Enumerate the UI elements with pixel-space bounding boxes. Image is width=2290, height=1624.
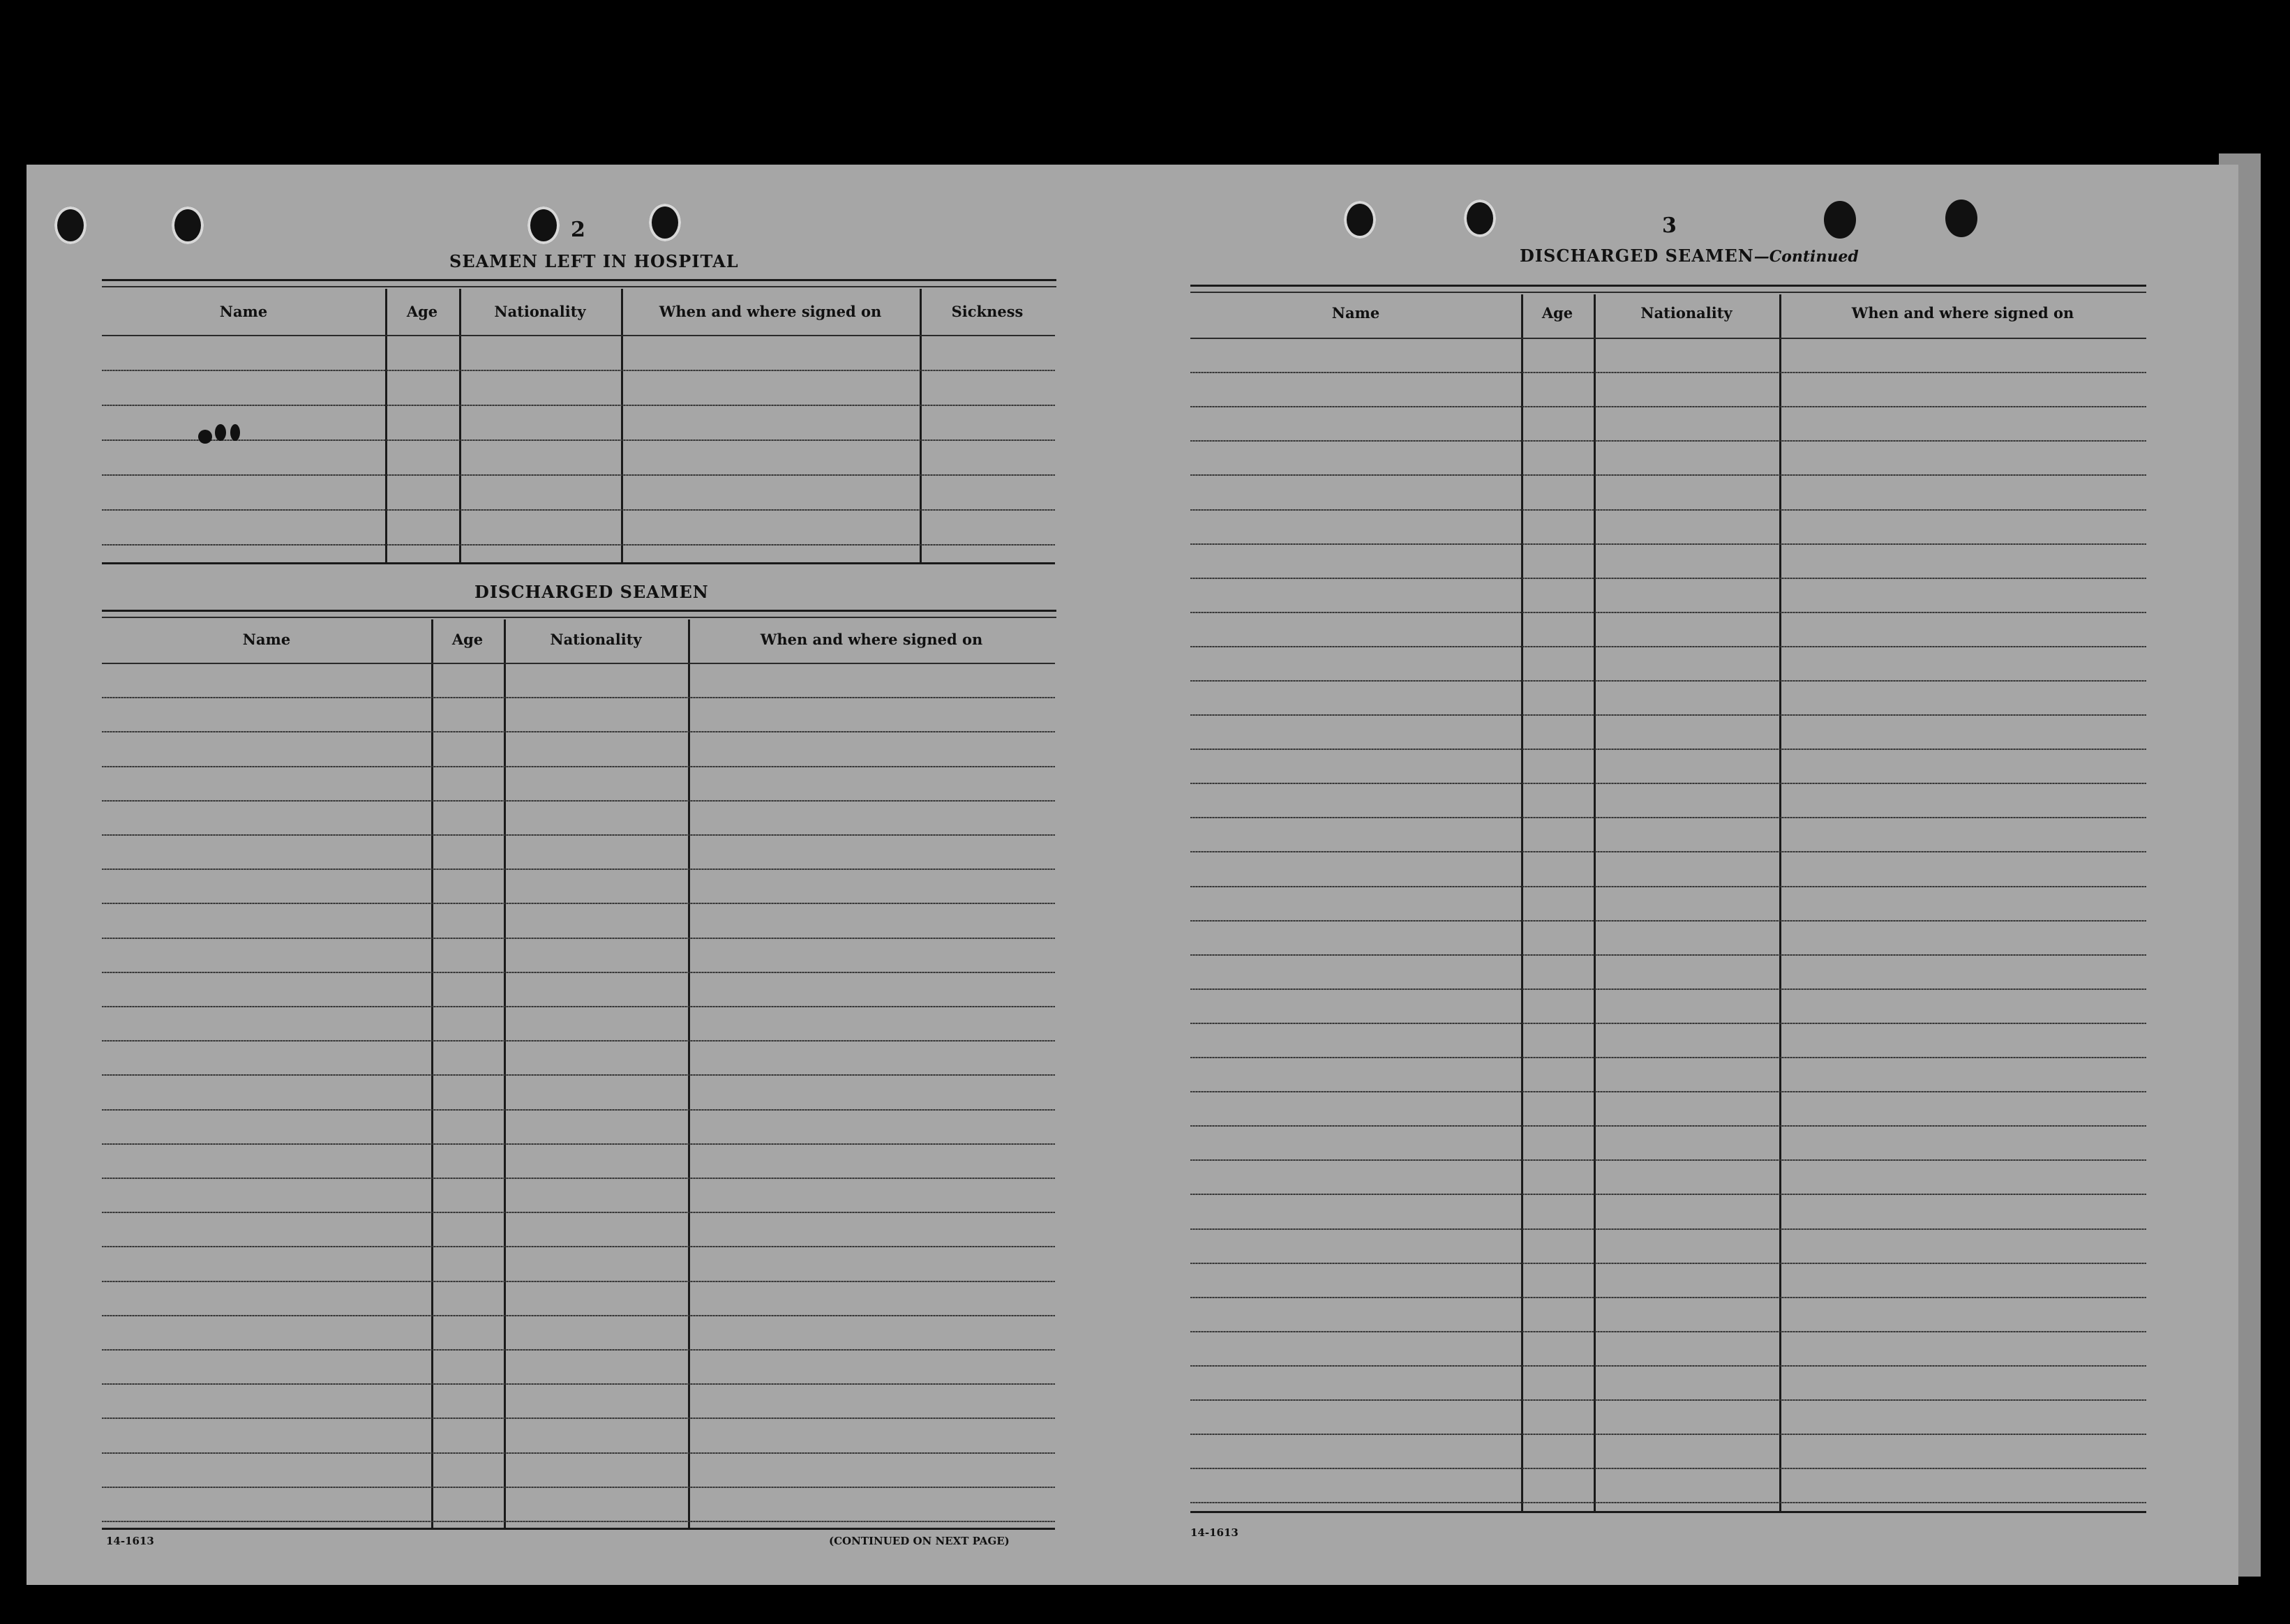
binder-hole — [1344, 201, 1376, 239]
binder-hole — [172, 206, 204, 244]
column-header: Nationality — [550, 631, 642, 648]
column-divider — [1521, 294, 1523, 1511]
record-sheet — [27, 165, 2238, 1585]
ruled-line-solid — [102, 972, 1055, 973]
ruled-line-solid — [102, 1315, 1055, 1316]
ruled-line-solid — [1190, 886, 2146, 887]
ruled-line-solid — [1190, 1023, 2146, 1024]
ruled-line-solid — [1190, 612, 2146, 613]
ruled-line-solid — [102, 1074, 1055, 1076]
ruled-line-solid — [1190, 1263, 2146, 1264]
header-rule — [1190, 338, 2146, 339]
column-header: Name — [219, 303, 268, 320]
ruled-line-solid — [102, 1040, 1055, 1042]
ruled-line-solid — [102, 544, 1055, 546]
ruled-line-solid — [102, 903, 1055, 904]
ruled-line-solid — [102, 1521, 1055, 1522]
ruled-line-solid — [1190, 372, 2146, 373]
ruled-line-solid — [1190, 1434, 2146, 1435]
ruled-line-solid — [1190, 1091, 2146, 1092]
continued-note: (CONTINUED ON NEXT PAGE) — [829, 1535, 1010, 1547]
ruled-line-solid — [102, 1143, 1055, 1145]
ruled-line-solid — [102, 1281, 1055, 1282]
page-number-right: 3 — [1662, 213, 1677, 238]
column-divider — [688, 619, 690, 1528]
ruled-line-solid — [1190, 817, 2146, 818]
ink-blot — [230, 424, 240, 441]
ruled-line-solid — [102, 1487, 1055, 1488]
continued-title-suffix: —Continued — [1753, 248, 1859, 266]
ruled-line-solid — [1190, 406, 2146, 407]
ruled-line-solid — [102, 834, 1055, 836]
column-divider — [920, 289, 922, 562]
column-header: When and where signed on — [659, 303, 882, 320]
ruled-line-solid — [1190, 851, 2146, 852]
discharged-section-title: DISCHARGED SEAMEN — [474, 582, 709, 602]
column-header: Name — [1331, 304, 1380, 322]
header-rule — [102, 663, 1055, 664]
column-divider — [431, 619, 433, 1528]
continued-section-title — [1520, 246, 1859, 266]
binder-hole — [649, 204, 681, 241]
ruled-line-solid — [1190, 1159, 2146, 1161]
ruled-line-solid — [1190, 1502, 2146, 1503]
ruled-line-solid — [102, 1418, 1055, 1419]
ruled-line-solid — [102, 509, 1055, 511]
ruled-line-solid — [1190, 1297, 2146, 1298]
ruled-line-solid — [102, 1452, 1055, 1454]
ruled-line-solid — [102, 938, 1055, 939]
ruled-line-solid — [102, 439, 1055, 441]
column-header: Sickness — [951, 303, 1024, 320]
ruled-line-solid — [1190, 1228, 2146, 1230]
binder-hole — [1464, 200, 1496, 237]
ruled-line-solid — [1190, 954, 2146, 956]
ruled-line-solid — [1190, 920, 2146, 922]
column-header: Age — [451, 631, 484, 648]
column-divider — [385, 289, 387, 562]
ruled-line-solid — [1190, 714, 2146, 716]
column-header: When and where signed on — [760, 631, 983, 648]
ruled-line-solid — [102, 474, 1055, 476]
form-number-left: 14-1613 — [106, 1535, 154, 1547]
table-bottom-rule — [102, 562, 1055, 564]
column-divider — [504, 619, 506, 1528]
continued-title-text: DISCHARGED SEAMEN — [1520, 246, 1754, 266]
ruled-line-solid — [102, 1246, 1055, 1247]
ruled-line-solid — [102, 731, 1055, 732]
column-divider — [621, 289, 623, 562]
ruled-line-solid — [102, 1109, 1055, 1111]
ruled-line-solid — [1190, 749, 2146, 750]
ruled-line-solid — [1190, 474, 2146, 476]
binder-hole — [1824, 201, 1856, 239]
ruled-line-solid — [102, 1178, 1055, 1179]
page-number-left: 2 — [571, 218, 585, 242]
ruled-line-solid — [102, 766, 1055, 767]
column-header: Nationality — [494, 303, 586, 320]
column-divider — [1779, 294, 1781, 1511]
ruled-line-solid — [1190, 1194, 2146, 1195]
ruled-line-solid — [102, 800, 1055, 802]
ruled-line-solid — [102, 405, 1055, 406]
ruled-line-solid — [102, 1006, 1055, 1007]
column-divider — [1594, 294, 1596, 1511]
ruled-line-solid — [1190, 1125, 2146, 1127]
table-bottom-rule — [1190, 1511, 2146, 1513]
binder-hole — [527, 206, 560, 244]
column-header: Nationality — [1640, 304, 1733, 322]
ruled-line-solid — [1190, 509, 2146, 511]
ruled-line-solid — [1190, 440, 2146, 442]
ruled-line-solid — [102, 1383, 1055, 1385]
ruled-line-solid — [1190, 680, 2146, 682]
ruled-line-solid — [1190, 1468, 2146, 1469]
ruled-line-solid — [102, 370, 1055, 371]
ruled-line-solid — [1190, 646, 2146, 647]
ruled-line-solid — [1190, 1365, 2146, 1367]
header-rule — [102, 335, 1055, 336]
ruled-line-solid — [1190, 1057, 2146, 1058]
ruled-line-solid — [102, 869, 1055, 870]
ruled-line-solid — [1190, 543, 2146, 545]
ruled-line-solid — [102, 697, 1055, 698]
hospital-section-title: SEAMEN LEFT IN HOSPITAL — [449, 251, 739, 271]
ruled-line-solid — [102, 1212, 1055, 1213]
ruled-line-solid — [1190, 783, 2146, 784]
ruled-line-solid — [1190, 988, 2146, 990]
binder-hole — [1945, 200, 1977, 237]
ink-blot — [215, 424, 226, 441]
form-number-right: 14-1613 — [1190, 1526, 1238, 1539]
column-header: Name — [242, 631, 291, 648]
ruled-line-solid — [1190, 1399, 2146, 1401]
ruled-line-solid — [1190, 1331, 2146, 1332]
binder-hole — [54, 206, 87, 244]
ruled-line-solid — [1190, 578, 2146, 579]
column-header: Age — [1541, 304, 1573, 322]
column-header: Age — [406, 303, 438, 320]
column-header: When and where signed on — [1851, 304, 2074, 322]
ink-blot — [198, 430, 212, 444]
table-bottom-rule — [102, 1528, 1055, 1530]
column-divider — [459, 289, 461, 562]
ruled-line-solid — [102, 1349, 1055, 1351]
